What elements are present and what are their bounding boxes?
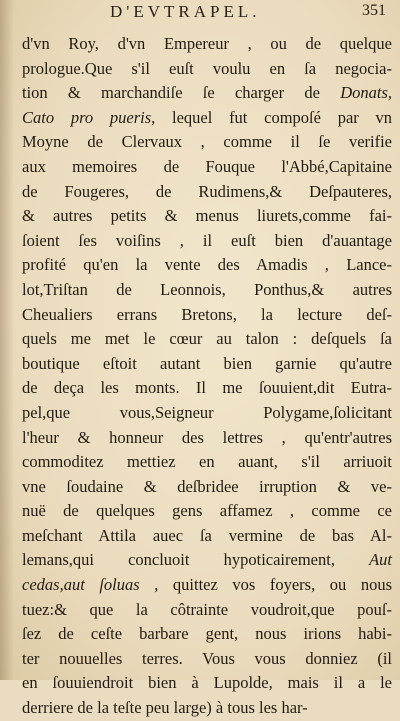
italic-text: Aut	[369, 550, 392, 570]
text-segment: commoditez mettiez en auant, s'il arriuoit	[22, 452, 392, 472]
text-segment: en ſouuiendroit bien à Lupolde, mais il a le	[22, 673, 392, 693]
text-segment: aux memoires de Fouque l'Abbé,Capitaine	[22, 156, 392, 176]
text-line	[22, 180, 392, 205]
text-line	[22, 352, 392, 377]
text-segment: nuë de quelques gens affamez , comme ce	[22, 501, 392, 521]
text-line	[22, 253, 392, 278]
text-segment: d'vn Roy, d'vn Empereur , ou de quelque	[22, 34, 392, 53]
text-line	[22, 155, 392, 180]
italic-text: Donats,	[340, 83, 392, 103]
text-line	[22, 524, 392, 549]
text-segment: lemans,qui concluoit hypoticairement,	[22, 550, 370, 570]
text-line	[22, 647, 392, 672]
text-line	[22, 475, 392, 500]
text-line	[22, 32, 392, 57]
text-body	[22, 32, 392, 721]
text-line	[22, 548, 392, 573]
text-line	[22, 622, 392, 647]
text-segment: prologue.Que s'il euſt voulu en ſa negocia-	[22, 58, 392, 78]
text-line	[22, 106, 392, 131]
text-segment: de Fougeres, de Rudimens,& Deſpauteres,	[22, 181, 392, 201]
text-line	[22, 573, 392, 598]
text-line	[22, 671, 392, 696]
text-line	[22, 401, 392, 426]
text-segment: de deça les monts. Il me ſouuient,dit Eutra-	[22, 378, 392, 398]
text-segment: ter nouuelles terres. Vous vous donniez (il	[22, 648, 392, 668]
text-segment: lequel fut compoſé par vn	[155, 107, 392, 127]
text-line	[22, 376, 392, 401]
text-line	[22, 57, 392, 82]
text-segment: derriere de la teſte peu large) à tous les har-	[22, 698, 308, 718]
text-segment: , quittez vos foyers, ou nous	[139, 575, 392, 595]
text-segment: boutique eſtoit autant bien garnie qu'autre	[22, 353, 392, 373]
text-line	[22, 499, 392, 524]
text-line	[22, 303, 392, 328]
text-line	[22, 229, 392, 254]
running-head: D'EVTRAPEL.	[110, 2, 261, 21]
text-segment: pel,que vous,Seigneur Polygame,ſolicitant	[22, 402, 392, 422]
text-segment: meſchant Attila auec ſa vermine de bas Al-	[22, 525, 392, 545]
text-segment: vne ſoudaine & deſbridee irruption & ve-	[22, 476, 392, 496]
page-number: 351	[362, 2, 386, 19]
text-segment: lot,Triſtan de Leonnois, Ponthus,& autres	[22, 279, 392, 299]
italic-text: cedas,aut ſoluas	[22, 575, 140, 595]
text-segment: Cheualiers errans Bretons, la lecture deſ-	[22, 304, 392, 324]
page-header	[0, 2, 400, 26]
text-line	[22, 204, 392, 229]
text-line	[22, 81, 392, 106]
text-line	[22, 426, 392, 451]
text-line	[22, 130, 392, 155]
text-line	[22, 278, 392, 303]
text-line	[22, 450, 392, 475]
text-segment: quels me met le cœur au talon : deſquels ſa	[22, 329, 392, 349]
text-segment: ſoient ſes voiſins , il euſt bien d'auantage	[22, 230, 392, 250]
gutter-shadow	[0, 0, 14, 680]
text-segment: & autres petits & menus liurets,comme fai-	[22, 206, 392, 226]
text-segment: tion & marchandiſe ſe charger de	[22, 83, 341, 103]
text-line	[22, 598, 392, 623]
text-segment: tuez:& que la côtrainte voudroit,que pouſ-	[22, 599, 392, 619]
text-line	[22, 327, 392, 352]
text-segment: l'heur & honneur des lettres , qu'entr'autres	[22, 427, 392, 447]
text-line	[22, 696, 392, 721]
text-segment: ſez de ceſte barbare gent, nous irions habi-	[22, 624, 392, 644]
text-segment: Moyne de Clervaux , comme il ſe verifie	[22, 132, 392, 152]
text-segment: profité qu'en la vente des Amadis , Lance-	[22, 255, 392, 275]
italic-text: Cato pro pueris,	[22, 107, 156, 127]
